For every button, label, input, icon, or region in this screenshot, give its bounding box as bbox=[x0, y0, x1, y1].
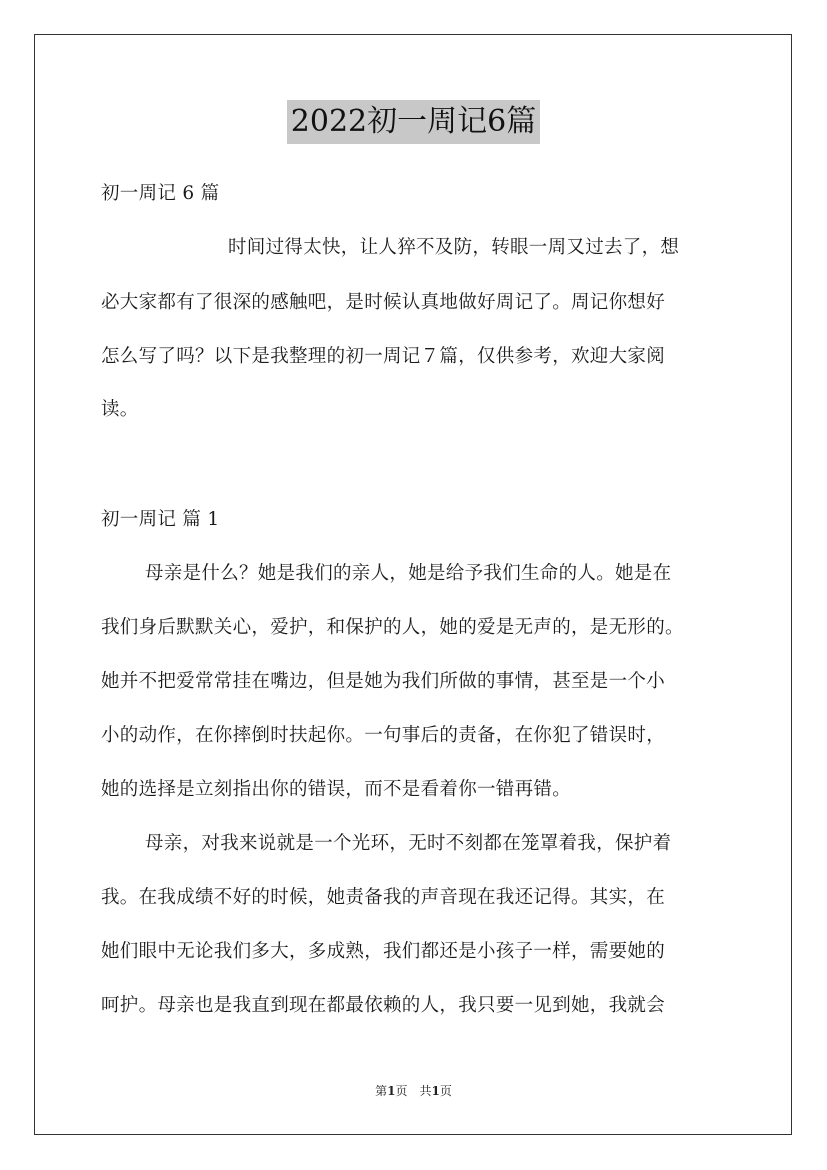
paragraph2-line-2: 我。在我成绩不好的时候，她责备我的声音现在我还记得。其实，在 bbox=[101, 887, 666, 908]
paragraph1-line-1: 母亲是什么？她是我们的亲人，她是给予我们生命的人。她是在 bbox=[145, 563, 672, 584]
document-title bbox=[0, 100, 827, 144]
paragraph1-line-4: 小的动作，在你摔倒时扶起你。一句事后的责备，在你犯了错误时， bbox=[101, 725, 666, 746]
page-footer bbox=[0, 1083, 827, 1099]
paragraph2-line-1: 母亲，对我来说就是一个光环，无时不刻都在笼罩着我，保护着 bbox=[145, 833, 672, 854]
intro-line-1: 时间过得太快，让人猝不及防，转眼一周又过去了，想 bbox=[228, 237, 680, 258]
paragraph1-line-2: 我们身后默默关心，爱护，和保护的人，她的爱是无声的，是无形的。 bbox=[101, 617, 684, 638]
paragraph2-line-3: 她们眼中无论我们多大，多成熟，我们都还是小孩子一样，需要她的 bbox=[101, 941, 666, 962]
footer-page-current: 1 bbox=[387, 1084, 396, 1098]
document-subtitle: 初一周记 6 篇 bbox=[101, 183, 220, 204]
footer-page-total: 1 bbox=[431, 1084, 440, 1098]
intro-line-4: 读。 bbox=[101, 399, 139, 420]
paragraph2-line-4: 呵护。母亲也是我直到现在都最依赖的人，我只要一见到她，我就会 bbox=[101, 995, 666, 1016]
document-title-text: 2022初一周记6篇 bbox=[287, 100, 540, 144]
paragraph1-line-3: 她并不把爱常常挂在嘴边，但是她为我们所做的事情，甚至是一个小 bbox=[101, 671, 666, 692]
intro-line-2: 必大家都有了很深的感触吧，是时候认真地做好周记了。周记你想好 bbox=[101, 292, 666, 313]
section-heading: 初一周记 篇 1 bbox=[101, 509, 220, 530]
footer-suffix: 页 bbox=[439, 1084, 452, 1098]
footer-mid: 页 共 bbox=[395, 1084, 432, 1098]
footer-prefix: 第 bbox=[375, 1084, 388, 1098]
intro-line-3: 怎么写了吗？以下是我整理的初一周记７篇，仅供参考，欢迎大家阅 bbox=[101, 346, 666, 367]
paragraph1-line-5: 她的选择是立刻指出你的错误，而不是看着你一错再错。 bbox=[101, 779, 572, 800]
